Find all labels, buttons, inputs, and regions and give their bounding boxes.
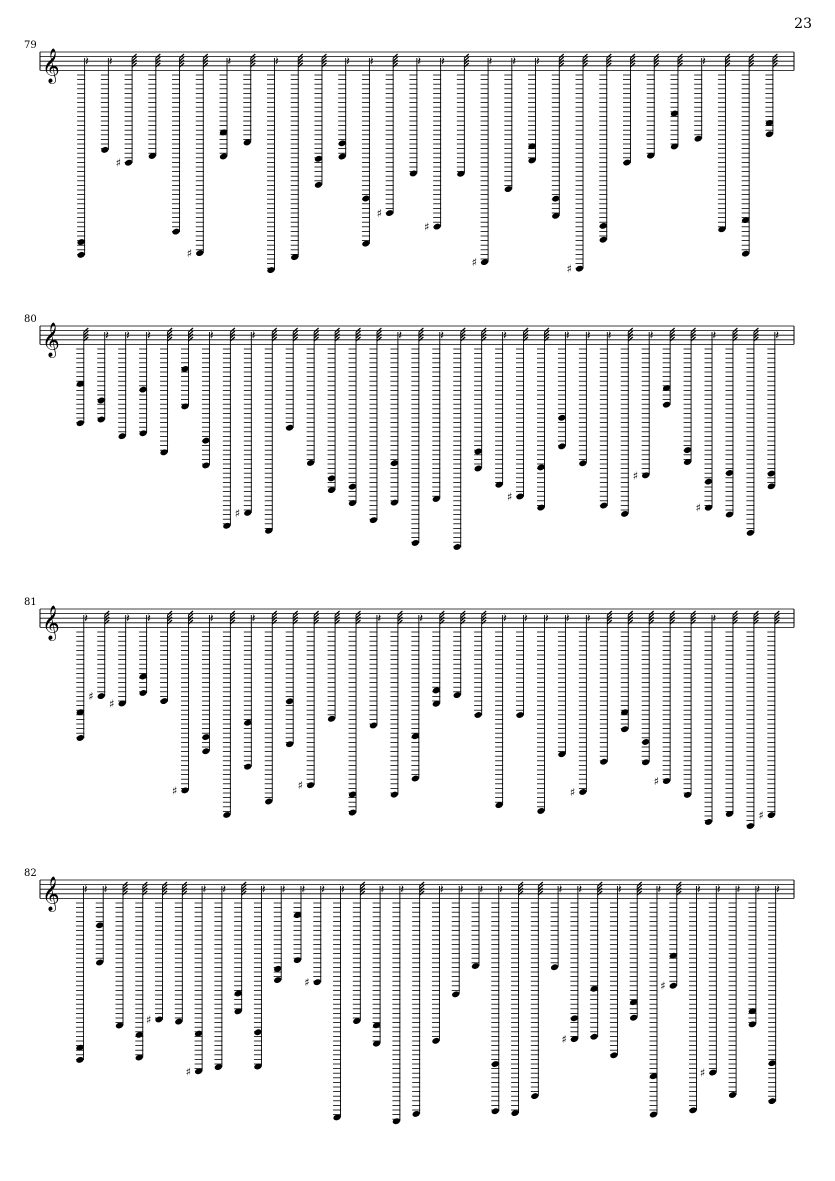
rest-icon: 𝄽 [103,882,108,897]
rest-icon: 𝄽 [377,611,382,626]
rest-icon: 𝄽 [227,54,232,69]
rest-icon: 𝄽 [712,328,717,343]
rest-icon: 𝄽 [369,54,374,69]
rest-icon: 𝄽 [147,611,151,626]
rest-icon: 𝄽 [108,54,113,69]
page-number: 23 [794,16,812,32]
sharp-icon: ♯ [660,979,666,993]
sharp-icon: ♯ [569,785,576,799]
rest-icon: 𝄽 [617,882,622,897]
sharp-icon: ♯ [376,207,382,221]
rest-icon: 𝄽 [398,328,403,343]
rest-icon: 𝄽 [346,54,350,69]
staff-system-4 [0,868,835,1168]
sharp-icon: ♯ [471,256,477,270]
rest-icon: 𝄽 [301,882,306,897]
rest-icon: 𝄽 [776,882,780,897]
sharp-icon: ♯ [699,1066,706,1080]
rest-icon: 𝄽 [586,611,591,626]
sharp-icon: ♯ [88,690,94,704]
rest-icon: 𝄽 [439,882,444,897]
sharp-icon: ♯ [632,469,639,483]
sharp-icon: ♯ [171,784,178,798]
treble-clef-icon: 𝄞 [42,876,60,912]
staff-system-3 [0,597,835,867]
rest-icon: 𝄽 [524,611,528,626]
rest-icon: 𝄽 [558,882,563,897]
rest-icon: 𝄽 [261,882,266,897]
sharp-icon: ♯ [109,697,115,711]
rest-icon: 𝄽 [274,54,279,69]
rest-icon: 𝄽 [341,882,345,897]
treble-clef-icon: 𝄞 [42,322,60,358]
rest-icon: 𝄽 [84,611,88,626]
sharp-icon: ♯ [566,262,572,276]
rest-icon: 𝄽 [702,54,706,69]
rest-icon: 𝄽 [202,882,207,897]
rest-icon: 𝄽 [281,882,286,897]
rest-icon: 𝄽 [499,882,503,897]
rest-icon: 𝄽 [209,328,214,343]
rest-icon: 𝄽 [479,882,484,897]
staff-svg-1 [0,40,835,320]
rest-icon: 𝄽 [209,611,214,626]
rest-icon: 𝄽 [716,882,721,897]
rest-icon: 𝄽 [488,54,493,69]
staff-svg-2 [0,314,835,604]
measure-number: 80 [24,314,37,325]
sharp-icon: ♯ [115,156,121,170]
sharp-icon: ♯ [146,1013,152,1027]
rest-icon: 𝄽 [607,328,612,343]
rest-icon: 𝄽 [775,328,780,343]
rest-icon: 𝄽 [503,611,507,626]
rest-icon: 𝄽 [126,611,130,626]
staff-svg-4 [0,868,835,1168]
staff-system-1 [0,40,835,320]
sharp-icon: ♯ [653,775,659,789]
sharp-icon: ♯ [561,1033,567,1047]
rest-icon: 𝄽 [503,328,507,343]
rest-icon: 𝄽 [712,611,717,626]
rest-icon: 𝄽 [649,328,654,343]
rest-icon: 𝄽 [657,882,662,897]
rest-icon: 𝄽 [83,882,88,897]
rest-icon: 𝄽 [697,882,701,897]
rest-icon: 𝄽 [459,882,464,897]
sharp-icon: ♯ [185,1065,191,1079]
treble-clef-icon: 𝄞 [42,48,60,84]
sharp-icon: ♯ [304,976,310,990]
rest-icon: 𝄽 [126,328,130,343]
treble-clef-icon: 𝄞 [42,605,60,641]
measure-number: 79 [24,40,37,51]
rest-icon: 𝄽 [419,611,424,626]
sharp-icon: ♯ [297,779,303,793]
rest-icon: 𝄽 [417,54,422,69]
rest-icon: 𝄽 [380,882,385,897]
measure-number: 82 [24,868,37,879]
rest-icon: 𝄽 [251,328,256,343]
sharp-icon: ♯ [507,490,513,504]
sharp-icon: ♯ [234,506,241,520]
measure-number: 81 [24,597,37,608]
rest-icon: 𝄽 [586,328,591,343]
sharp-icon: ♯ [758,809,764,823]
rest-icon: 𝄽 [222,882,227,897]
sharp-icon: ♯ [424,220,430,234]
sharp-icon: ♯ [695,501,701,515]
rest-icon: 𝄽 [440,328,444,343]
rest-icon: 𝄽 [321,882,325,897]
rest-icon: 𝄽 [147,328,151,343]
rest-icon: 𝄽 [512,54,517,69]
staff-svg-3 [0,597,835,867]
rest-icon: 𝄽 [756,882,761,897]
rest-icon: 𝄽 [544,611,549,626]
staff-system-2 [0,314,835,604]
rest-icon: 𝄽 [85,54,89,69]
rest-icon: 𝄽 [536,54,540,69]
rest-icon: 𝄽 [441,54,445,69]
rest-icon: 𝄽 [400,882,405,897]
rest-icon: 𝄽 [251,611,256,626]
rest-icon: 𝄽 [565,328,570,343]
rest-icon: 𝄽 [736,882,741,897]
rest-icon: 𝄽 [105,328,109,343]
rest-icon: 𝄽 [565,611,570,626]
rest-icon: 𝄽 [578,882,583,897]
sharp-icon: ♯ [186,247,193,261]
